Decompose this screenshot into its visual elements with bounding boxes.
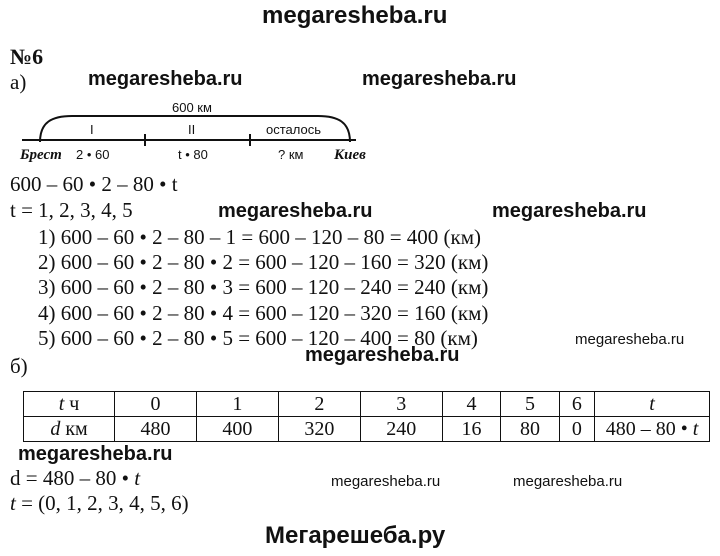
table-header-cell [24, 417, 115, 442]
table-cell: 0 [559, 417, 594, 442]
t-var: t [58, 392, 65, 415]
table-cell: 4 [442, 392, 501, 417]
table-cell: 80 [501, 417, 560, 442]
watermark: megaresheba.ru [305, 344, 460, 366]
watermark-top: megaresheba.ru [262, 2, 448, 29]
t-values: t = 1, 2, 3, 4, 5 [10, 198, 133, 222]
d-unit: км [60, 417, 88, 440]
step-line: 3) 600 – 60 • 2 – 80 • 3 = 600 – 120 – 240 = 240 (км) [38, 275, 489, 299]
table-cell: 3 [360, 392, 442, 417]
part-a-label: а) [10, 70, 27, 94]
watermark: megaresheba.ru [575, 331, 685, 348]
table-cell: 480 [115, 417, 197, 442]
diagram-segment-3: осталось [266, 122, 322, 137]
t-set-var: t [10, 491, 16, 515]
table-cell: 0 [115, 392, 197, 417]
expression: 600 – 60 • 2 – 80 • t [10, 172, 178, 196]
watermark: megaresheba.ru [18, 443, 173, 465]
diagram-below-3: ? км [278, 147, 304, 162]
step-line: 2) 600 – 60 • 2 – 80 • 2 = 600 – 120 – 160 = 320 (км) [38, 250, 489, 274]
table-cell: 400 [196, 417, 278, 442]
table-cell: 5 [501, 392, 560, 417]
t-set [10, 491, 189, 516]
watermark: megaresheba.ru [88, 68, 243, 90]
watermark: megaresheba.ru [331, 473, 441, 490]
values-table [23, 391, 710, 442]
step-line: 1) 600 – 60 • 2 – 80 – 1 = 600 – 120 – 80 = 400 (км) [38, 225, 482, 249]
table-formula-var: t [692, 417, 699, 440]
table-cell: 2 [278, 392, 360, 417]
diagram-total: 600 км [172, 100, 212, 115]
formula [10, 466, 140, 491]
table-cell: 320 [278, 417, 360, 442]
table-cell: 1 [196, 392, 278, 417]
table-row [24, 417, 710, 442]
table-cell: t [595, 392, 710, 417]
formula-prefix: d = 480 – 80 • [10, 466, 135, 490]
table-cell: 16 [442, 417, 501, 442]
formula-var: t [134, 466, 141, 490]
table-cell: 240 [360, 417, 442, 442]
problem-number: №6 [10, 44, 44, 69]
part-b-label: б) [10, 354, 28, 378]
footer-watermark: Мегарешеба.ру [265, 522, 446, 549]
table-cell: 6 [559, 392, 594, 417]
diagram-segment-2: II [188, 122, 196, 137]
table-header-cell [24, 392, 115, 417]
watermark: megaresheba.ru [513, 473, 623, 490]
diagram-end-city: Киев [334, 147, 366, 163]
watermark: megaresheba.ru [492, 200, 647, 222]
diagram-below-2: t • 80 [178, 147, 208, 162]
diagram-start-city: Брест [20, 147, 62, 163]
watermark: megaresheba.ru [218, 200, 373, 222]
diagram-below-1: 2 • 60 [76, 147, 110, 162]
d-var: d [50, 417, 61, 440]
table-cell [595, 417, 710, 442]
t-unit: ч [64, 392, 80, 415]
t-set-values: = (0, 1, 2, 3, 4, 5, 6) [15, 491, 189, 515]
table-formula-prefix: 480 – 80 • [605, 417, 693, 440]
table-row [24, 392, 710, 417]
step-line: 5) 600 – 60 • 2 – 80 • 5 = 600 – 120 – 400 = 80 (км) [38, 326, 478, 350]
watermark: megaresheba.ru [362, 68, 517, 90]
step-line: 4) 600 – 60 • 2 – 80 • 4 = 600 – 120 – 320 = 160 (км) [38, 301, 489, 325]
diagram-segment-1: I [90, 122, 94, 137]
